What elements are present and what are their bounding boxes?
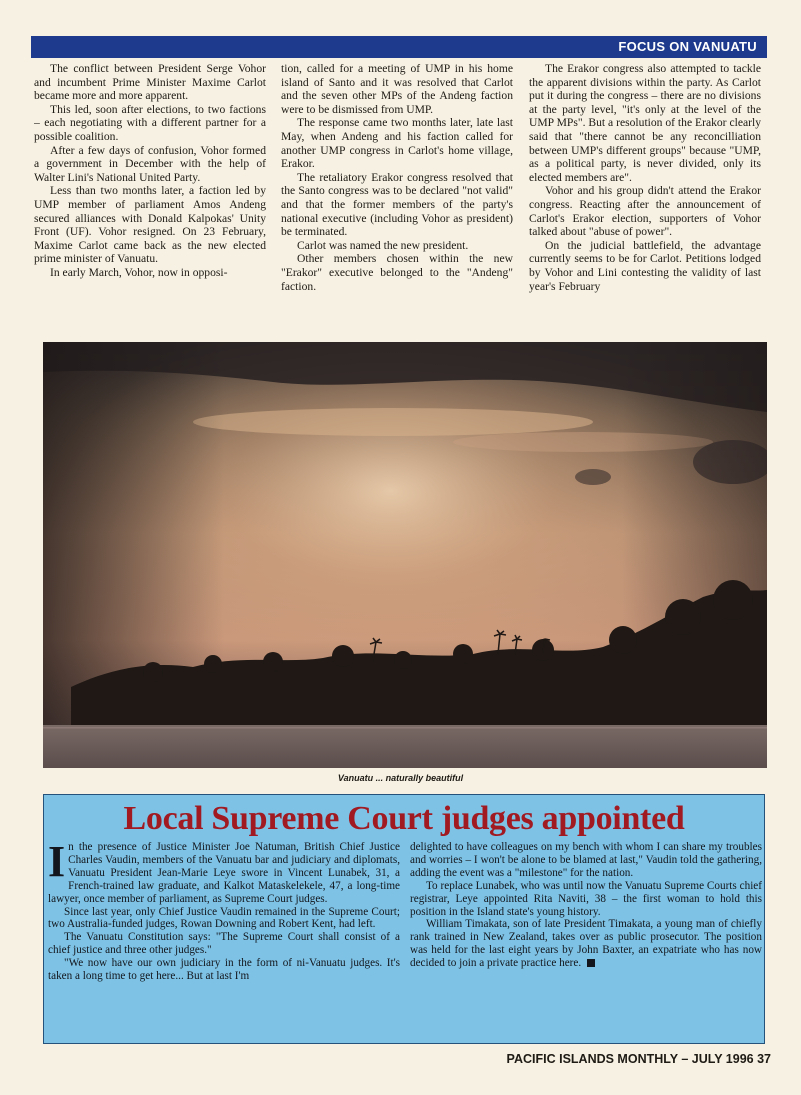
box-column-2 xyxy=(410,841,762,1037)
paragraph: tion, called for a meeting of UMP in his home island of Santo and it was resolved that Carlot and the seven other MPs of the Andeng faction were to be dismissed from UMP. xyxy=(281,62,513,116)
page-footer: PACIFIC ISLANDS MONTHLY – JULY 1996 37 xyxy=(506,1052,771,1066)
article-column-1 xyxy=(34,62,266,340)
section-label: FOCUS ON VANUATU xyxy=(618,39,757,54)
paragraph: Less than two months later, a faction led by UMP member of parliament Amos Andeng secured alliances with Donald Kalpokas' Unity Front (UF). Vohor resigned. On 23 February, Maxime Carlot came back as the new elected prime minister of Vanuatu. xyxy=(34,184,266,266)
paragraph-text: William Timakata, son of late President Timakata, a young man of chiefly rank trained in New Zealand, takes over as public prosecutor. The position was held for the last eight years by John Baxter, an expatriate who has now decided to join a private practice here. xyxy=(410,918,762,970)
drop-cap: I xyxy=(48,841,66,886)
paragraph: Since last year, only Chief Justice Vaudin remained in the Supreme Court; two Australia-funded judges, Rowan Downing and Robert Kent, had left. xyxy=(48,905,400,931)
paragraph: The Vanuatu Constitution says: "The Supreme Court shall consist of a chief justice and three other judges." xyxy=(48,931,400,957)
paragraph: To replace Lunabek, who was until now the Vanuatu Supreme Courts chief registrar, Leye appointed Rita Naviti, 38 – the first woman to hold this position in the Island state's young history. xyxy=(410,879,762,918)
article-column-2 xyxy=(281,62,513,340)
paragraph: In early March, Vohor, now in opposi- xyxy=(50,265,228,279)
box-headline: Local Supreme Court judges appointed xyxy=(123,800,685,837)
box-column-1 xyxy=(48,841,400,1037)
paragraph: After a few days of confusion, Vohor formed a government in December with the help of Walter Lini's National United Party. xyxy=(34,143,266,184)
paragraph: Vohor and his group didn't attend the Erakor congress. Reacting after the announcement of Carlot's Erakor election, supporters of Vohor talked about "abuse of power". xyxy=(529,184,761,239)
article-column-3 xyxy=(529,62,761,340)
paragraph: The Erakor congress also attempted to tackle the apparent divisions within the party. As Carlot put it during the congress – there are no divisions at the party level, "it's only at the level of the UMP MPs". But a resolution of the Erakor clearly said that "there cannot be any reconcilliation between UMP's different groups" because "UMP, as a political party, is never divided, only its elected members are". xyxy=(529,62,761,184)
paragraph: The response came two months later, late last May, when Andeng and his faction called for another UMP congress in Carlot's home village, Erakor. xyxy=(281,116,513,171)
paragraph xyxy=(410,918,762,970)
sunset-photo xyxy=(43,342,767,768)
paragraph: This led, soon after elections, to two factions – each negotiating with a different partner for a possible coalition. xyxy=(34,102,266,143)
paragraph: delighted to have colleagues on my bench with whom I can share my troubles and worries – I won't be alone to be blamed at last," Vaudin told the gathering, adding the event was a "milestone" for the nation. xyxy=(410,841,762,879)
paragraph-text: n the presence of Justice Minister Joe Natuman, British Chief Justice Charles Vaudin, members of the Vanuatu bar and judiciary and diplomats, Vanuatu President Jean-Marie Leye swore in Vincent Lunabek, 31, a French-trained law graduate, and Kalkot Mataskelekele, 47, a long-time lawyer, once member of parliament, as Supreme Court judges. xyxy=(48,841,400,905)
paragraph: On the judicial battlefield, the advantage currently seems to be for Carlot. Petitions lodged by Vohor and Lini contesting the validity of last year's February xyxy=(529,238,761,293)
photo-caption: Vanuatu ... naturally beautiful xyxy=(337,773,464,783)
section-banner xyxy=(31,36,767,58)
paragraph: The retaliatory Erakor congress resolved that the Santo congress was to be declared "not valid" and that the former members of the party's national executive (including Vohor as president) be terminated. xyxy=(281,170,513,239)
paragraph: Carlot was named the new president. xyxy=(297,238,469,252)
paragraph: The conflict between President Serge Vohor and incumbent Prime Minister Maxime Carlot became more and more apparent. xyxy=(34,62,266,103)
paragraph xyxy=(48,841,400,906)
news-box xyxy=(43,794,765,1044)
paragraph: Other members chosen within the new "Erakor" executive belonged to the "Andeng" faction. xyxy=(281,252,513,293)
paragraph: "We now have our own judiciary in the form of ni-Vanuatu judges. It's taken a long time to get here... But at last I'm xyxy=(48,957,400,983)
end-mark-icon xyxy=(587,959,595,967)
